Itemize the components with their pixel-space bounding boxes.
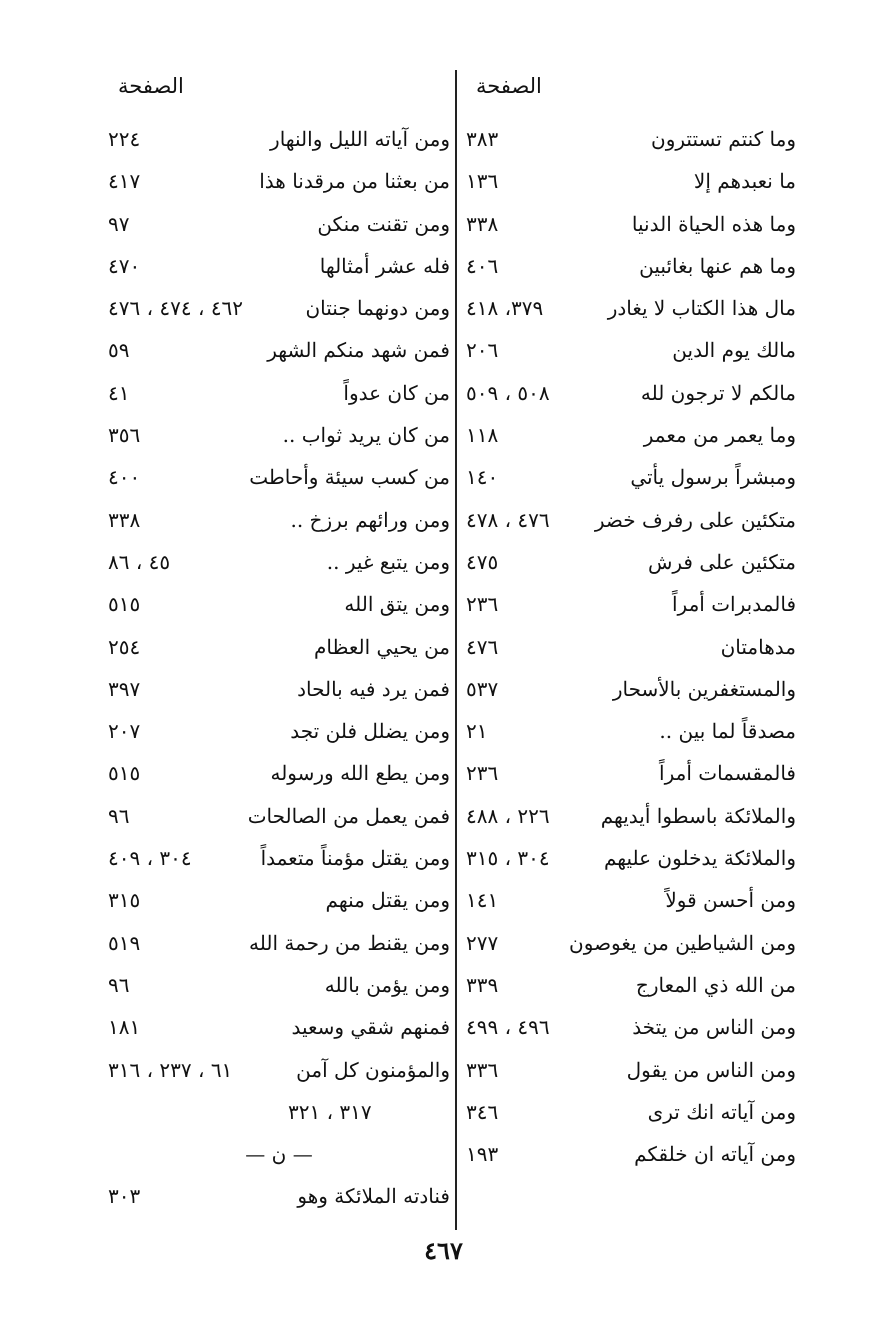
- index-entry: [466, 372, 796, 414]
- index-entry: [466, 287, 796, 329]
- index-entry: [466, 203, 796, 245]
- entry-page-number: ٤١: [108, 380, 130, 405]
- index-entry: [466, 456, 796, 498]
- entry-page-number: ١٤١: [466, 888, 499, 913]
- entry-page-number: ٥١٥: [108, 761, 141, 786]
- entry-page-number: ٣٣٦: [466, 1057, 499, 1082]
- index-entry: [466, 118, 796, 160]
- index-entry: [108, 710, 450, 752]
- index-entry: [466, 1049, 796, 1091]
- entry-text: وما يعمر من معمر: [643, 423, 796, 448]
- entry-page-number: ٢٢٦ ، ٤٨٨: [466, 803, 550, 828]
- entry-text: والمؤمنون كل آمن: [296, 1057, 450, 1082]
- entry-page-number: ٣٨٣: [466, 127, 499, 151]
- entry-text: مالك يوم الدين: [672, 338, 796, 363]
- left-index-column: [108, 118, 450, 1218]
- entry-page-number: ٢٥٤: [108, 634, 141, 659]
- index-entry: [466, 710, 796, 752]
- entry-page-number: ١٤٠: [466, 465, 499, 490]
- entry-text: فمنهم شقي وسعيد: [291, 1015, 450, 1040]
- entry-text: من بعثنا من مرقدنا هذا: [259, 169, 450, 194]
- index-entry: [466, 160, 796, 202]
- entry-text: ومن آياته انك ترى: [647, 1099, 796, 1124]
- index-entry: [466, 1091, 796, 1133]
- index-entry: [466, 1006, 796, 1048]
- entry-text: مالكم لا ترجون لله: [640, 380, 796, 405]
- entry-text: فالمدبرات أمراً: [671, 592, 796, 617]
- entry-page-number: ٣٩٧: [108, 676, 141, 701]
- index-entry: [108, 456, 450, 498]
- entry-text: فنادته الملائكة وهو: [297, 1184, 450, 1209]
- entry-page-number: ٢٢٤: [108, 127, 141, 151]
- index-entry: [108, 837, 450, 879]
- entry-page-number: ٣٥٦: [108, 423, 141, 448]
- column-divider: [455, 70, 457, 1230]
- index-entry: [466, 626, 796, 668]
- entry-text: ومن يقنط من رحمة الله: [249, 930, 450, 955]
- entry-text: فمن شهد منكم الشهر: [267, 338, 450, 363]
- entry-text: من الله ذي المعارج: [635, 972, 796, 997]
- index-entry: [108, 795, 450, 837]
- entry-text: مصدقاً لما بين ..: [659, 719, 796, 744]
- entry-text: ومن تقنت منكن: [317, 211, 450, 236]
- entry-text: ما نعبدهم إلا: [693, 169, 796, 194]
- entry-page-number: ٤٠٠: [108, 465, 141, 490]
- left-column-header: الصفحة: [118, 74, 184, 98]
- entry-text: والمستغفرين بالأسحار: [612, 676, 796, 701]
- entry-page-number: ٢٣٦: [466, 592, 499, 617]
- entry-page-number: ٤٧٥: [466, 549, 499, 574]
- entry-page-number: ٦١ ، ٢٣٧ ، ٣١٦: [108, 1057, 233, 1082]
- index-entry: [108, 668, 450, 710]
- index-entry: [108, 964, 450, 1006]
- entry-text: ومن يقتل منهم: [325, 888, 450, 913]
- entry-text: متكئين على فرش: [647, 549, 796, 574]
- index-entry: [466, 752, 796, 794]
- entry-page-number: ٥١٥: [108, 592, 141, 617]
- entry-text: ومن آياته ان خلقكم: [634, 1142, 796, 1167]
- entry-page-number: ٣١٥: [108, 888, 141, 913]
- entry-page-number: ٩٦: [108, 972, 130, 997]
- entry-text: فمن يعمل من الصالحات: [247, 803, 450, 828]
- entry-text: فله عشر أمثالها: [319, 253, 450, 278]
- entry-page-number: ١٩٣: [466, 1142, 499, 1167]
- entry-text: من كسب سيئة وأحاطت: [249, 465, 450, 490]
- entry-text: ومن ورائهم برزخ ..: [290, 507, 450, 532]
- index-entry: [466, 837, 796, 879]
- entry-page-number: ٤١٧: [108, 169, 141, 194]
- entry-text: مدهامتان: [720, 634, 796, 659]
- index-entry: [108, 118, 450, 160]
- entry-page-number: ٤٧٦ ، ٤٧٨: [466, 507, 550, 532]
- entry-text: والملائكة يدخلون عليهم: [603, 846, 796, 871]
- entry-page-number: ٤٧٦: [466, 634, 499, 659]
- index-entry: [466, 499, 796, 541]
- index-entry: [466, 879, 796, 921]
- entry-text: ومن يؤمن بالله: [324, 972, 450, 997]
- entry-page-number: ١٨١: [108, 1015, 141, 1040]
- index-entry: [108, 245, 450, 287]
- index-entry: [108, 203, 450, 245]
- entry-page-number: ٣٣٨: [108, 507, 141, 532]
- entry-page-number: ٤٩٦ ، ٤٩٩: [466, 1015, 550, 1040]
- entry-page-number: ٢١: [466, 719, 488, 744]
- entry-text: ومن الشياطين من يغوصون: [569, 930, 796, 955]
- entry-text: ومبشراً برسول يأتي: [630, 465, 796, 490]
- entry-text: ومن يتبع غير ..: [326, 549, 450, 574]
- index-entry: [466, 541, 796, 583]
- section-letter-heading: — ن —: [245, 1142, 313, 1167]
- entry-page-number: ٢٠٧: [108, 719, 141, 744]
- entry-text: ومن يقتل مؤمناً متعمداً: [260, 846, 450, 871]
- entry-text: من كان يريد ثواب ..: [282, 423, 450, 448]
- index-entry: [108, 541, 450, 583]
- entry-text: وما هذه الحياة الدنيا: [631, 211, 796, 236]
- index-entry: [466, 668, 796, 710]
- entry-text: فمن يرد فيه بالحاد: [297, 676, 450, 701]
- entry-text: وما كنتم تستترون: [651, 127, 796, 151]
- entry-page-number: ٢٠٦: [466, 338, 499, 363]
- entry-page-number: ٣٣٩: [466, 972, 499, 997]
- index-entry: [466, 414, 796, 456]
- index-entry: [108, 160, 450, 202]
- entry-page-number: ٤٥ ، ٨٦: [108, 549, 171, 574]
- index-entry: [108, 752, 450, 794]
- entry-text: فالمقسمات أمراً: [659, 761, 796, 786]
- index-entry: [466, 329, 796, 371]
- index-entry: [108, 879, 450, 921]
- entry-page-number: ٢٣٦: [466, 761, 499, 786]
- entry-text: ومن يتق الله: [344, 592, 450, 617]
- index-entry: [466, 1133, 796, 1175]
- entry-page-number: ٥٩: [108, 338, 130, 363]
- entry-page-number: ٩٦: [108, 803, 130, 828]
- entry-page-number: ٥١٩: [108, 930, 141, 955]
- index-entry: [108, 1175, 450, 1217]
- index-entry: [108, 626, 450, 668]
- entry-page-number: ٩٧: [108, 211, 130, 236]
- index-entry: [108, 414, 450, 456]
- index-entry: [466, 245, 796, 287]
- entry-text: والملائكة باسطوا أيديهم: [600, 803, 796, 828]
- index-entry: [466, 964, 796, 1006]
- entry-text: ومن الناس من يقول: [626, 1057, 796, 1082]
- entry-text: ومن الناس من يتخذ: [632, 1015, 796, 1040]
- entry-page-number: ٢٧٧: [466, 930, 499, 955]
- entry-text: من يحيي العظام: [313, 634, 450, 659]
- index-entry: [108, 287, 450, 329]
- right-column-header: الصفحة: [476, 74, 542, 98]
- index-entry: [466, 583, 796, 625]
- index-entry: [466, 795, 796, 837]
- index-entry: [466, 922, 796, 964]
- entry-text: ومن أحسن قولاً: [665, 888, 796, 913]
- entry-page-number: ٣٤٦: [466, 1099, 499, 1124]
- entry-page-number: ٣٠٤ ، ٣١٥: [466, 846, 550, 871]
- entry-text: مال هذا الكتاب لا يغادر: [607, 296, 796, 321]
- continuation-page-numbers: ٣١٧ ، ٣٢١: [288, 1099, 372, 1124]
- entry-page-number: ٥٠٨ ، ٥٠٩: [466, 380, 550, 405]
- entry-text: ومن يطع الله ورسوله: [270, 761, 450, 786]
- entry-page-number: ٣٠٣: [108, 1184, 141, 1209]
- entry-page-number: ١٣٦: [466, 169, 499, 194]
- page-number: ٤٦٧: [424, 1236, 463, 1265]
- entry-page-number: ٣٣٨: [466, 211, 499, 236]
- index-entry: [108, 329, 450, 371]
- right-index-column: [466, 118, 796, 1175]
- entry-page-number: ٤٠٦: [466, 253, 499, 278]
- entry-page-number: ٣٧٩، ٤١٨: [466, 296, 544, 321]
- entry-page-number: ٤٦٢ ، ٤٧٤ ، ٤٧٦: [108, 296, 244, 321]
- index-entry: [108, 922, 450, 964]
- entry-text: ومن يضلل فلن تجد: [290, 719, 450, 744]
- index-entry: [108, 499, 450, 541]
- entry-page-number: ٣٠٤ ، ٤٠٩: [108, 846, 192, 871]
- index-entry: [108, 1006, 450, 1048]
- entry-text: ومن دونهما جنتان: [305, 296, 450, 321]
- entry-text: ومن آياته الليل والنهار: [270, 127, 450, 151]
- index-entry: [108, 372, 450, 414]
- entry-page-number: ٤٧٠: [108, 253, 141, 278]
- entry-page-number: ١١٨: [466, 423, 499, 448]
- index-entry: [108, 583, 450, 625]
- entry-text: وما هم عنها بغائبين: [639, 253, 796, 278]
- entry-text: من كان عدواً: [343, 380, 450, 405]
- entry-page-number: ٥٣٧: [466, 676, 499, 701]
- index-entry: [108, 1049, 450, 1091]
- entry-text: متكئين على رفرف خضر: [594, 507, 796, 532]
- continuation-line: [108, 1091, 450, 1133]
